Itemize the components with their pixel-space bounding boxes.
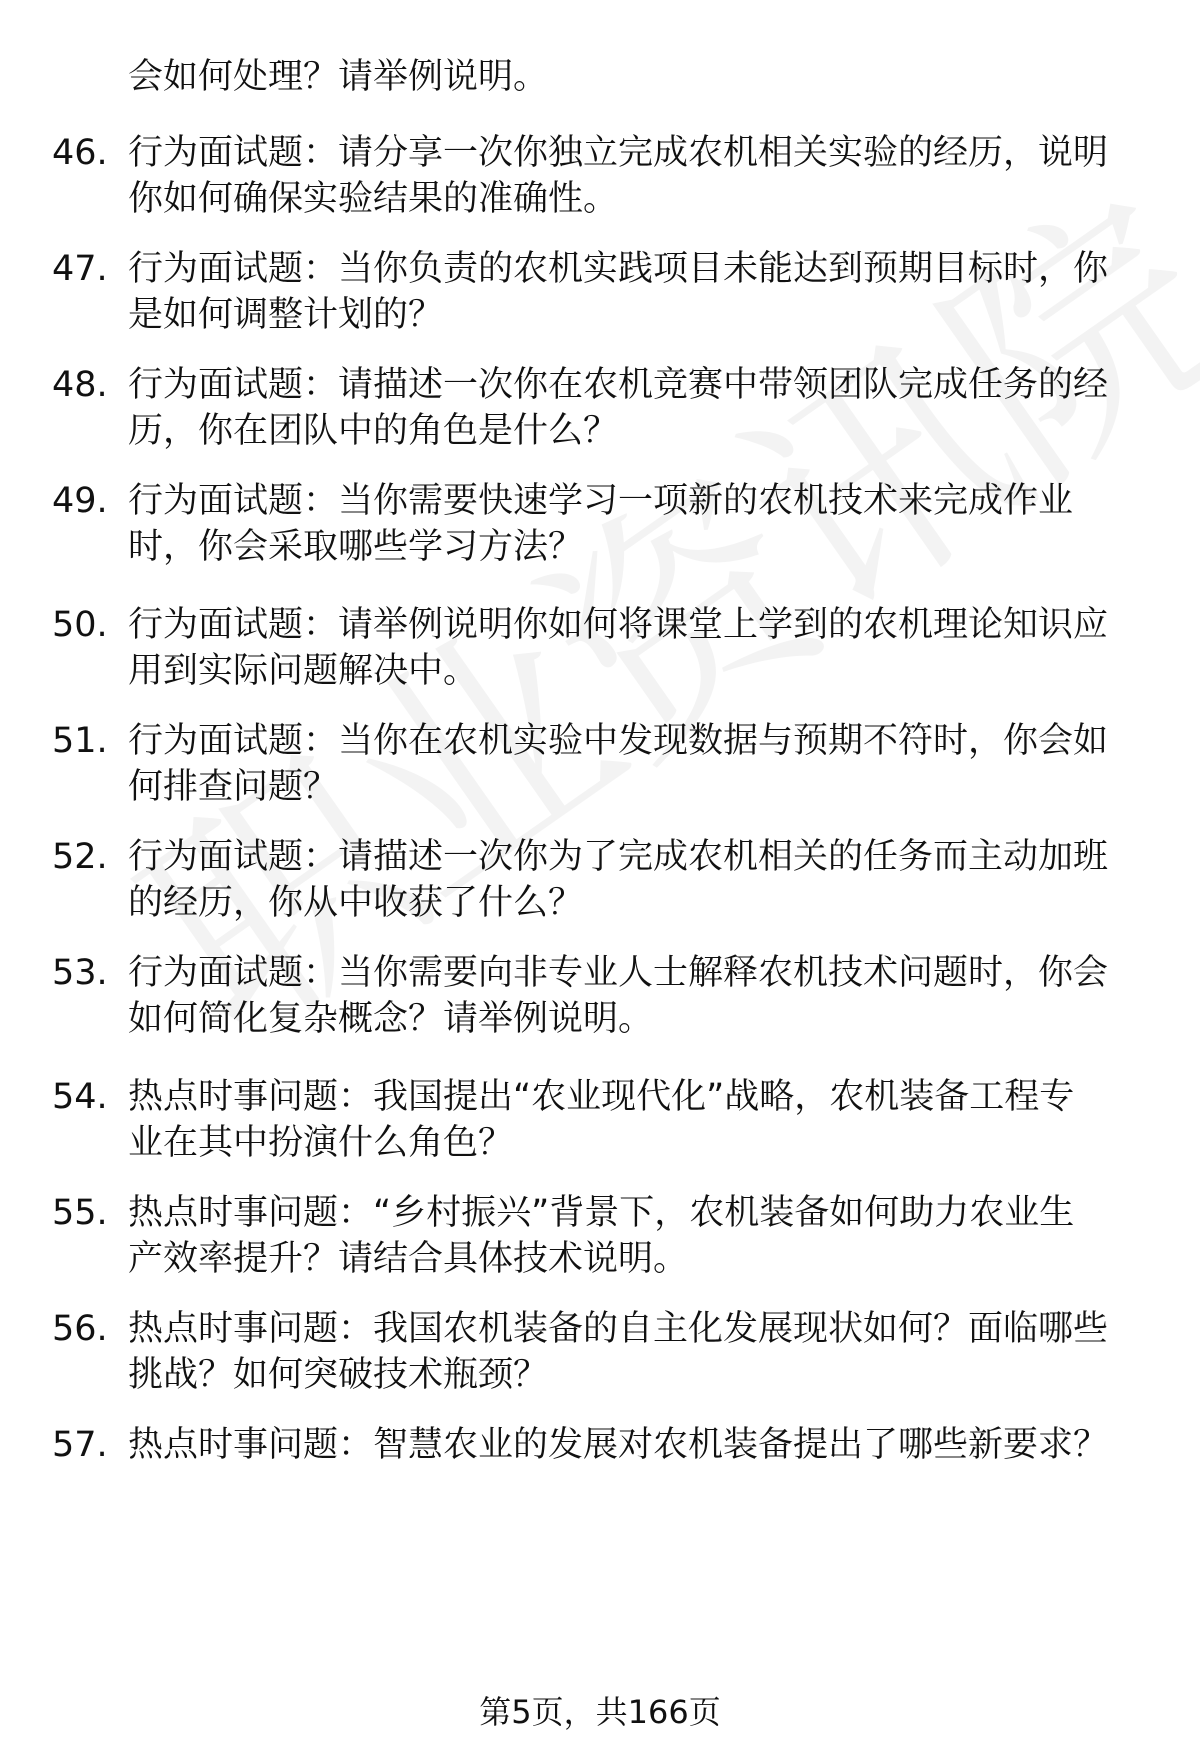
- question-number: 51.: [52, 721, 108, 761]
- continued-question-text: 会如何处理？请举例说明。: [128, 57, 549, 97]
- question-number: 54.: [52, 1077, 108, 1117]
- page-footer: 第5页，共166页: [479, 1693, 721, 1731]
- question-text-line: 行为面试题：当你负责的农机实践项目未能达到预期目标时，你: [128, 249, 1109, 289]
- question-number: 56.: [52, 1309, 108, 1349]
- question-text-line: 是如何调整计划的？: [128, 295, 444, 335]
- question-number: 57.: [52, 1425, 108, 1465]
- question-text-line: 行为面试题：请举例说明你如何将课堂上学到的农机理论知识应: [128, 605, 1109, 645]
- question-number: 46.: [52, 133, 108, 173]
- question-number: 55.: [52, 1193, 108, 1233]
- question-text-line: 行为面试题：当你在农机实验中发现数据与预期不符时，你会如: [128, 721, 1109, 761]
- question-number: 50.: [52, 605, 108, 645]
- question-text-line: 行为面试题：请描述一次你在农机竞赛中带领团队完成任务的经: [128, 365, 1109, 405]
- question-number: 52.: [52, 837, 108, 877]
- question-text-line: 热点时事问题：我国农机装备的自主化发展现状如何？面临哪些: [128, 1309, 1109, 1349]
- question-number: 49.: [52, 481, 108, 521]
- question-text-line: 你如何确保实验结果的准确性。: [128, 179, 619, 219]
- question-text-line: 行为面试题：请分享一次你独立完成农机相关实验的经历，说明: [128, 133, 1109, 173]
- question-text-line: 如何简化复杂概念？请举例说明。: [128, 999, 654, 1039]
- question-text-line: 的经历，你从中收获了什么？: [128, 883, 584, 923]
- question-text-line: 历，你在团队中的角色是什么？: [128, 411, 619, 451]
- question-text-line: 行为面试题：当你需要向非专业人士解释农机技术问题时，你会: [128, 953, 1109, 993]
- question-text-line: 时，你会采取哪些学习方法？: [128, 527, 584, 567]
- question-text-line: 何排查问题？: [128, 767, 339, 807]
- question-text-line: 行为面试题：当你需要快速学习一项新的农机技术来完成作业: [128, 481, 1074, 521]
- question-text-line: 挑战？如何突破技术瓶颈？: [128, 1355, 549, 1395]
- question-text-line: 产效率提升？请结合具体技术说明。: [128, 1239, 689, 1279]
- question-number: 53.: [52, 953, 108, 993]
- question-number: 48.: [52, 365, 108, 405]
- question-text-line: 用到实际问题解决中。: [128, 651, 479, 691]
- question-text-line: 热点时事问题：我国提出“农业现代化”战略，农机装备工程专: [128, 1077, 1075, 1117]
- question-text-line: 热点时事问题：智慧农业的发展对农机装备提出了哪些新要求？: [128, 1425, 1109, 1465]
- question-text-line: 行为面试题：请描述一次你为了完成农机相关的任务而主动加班: [128, 837, 1109, 877]
- question-text-line: 业在其中扮演什么角色？: [128, 1123, 514, 1163]
- question-number: 47.: [52, 249, 108, 289]
- question-text-line: 热点时事问题：“乡村振兴”背景下，农机装备如何助力农业生: [128, 1193, 1075, 1233]
